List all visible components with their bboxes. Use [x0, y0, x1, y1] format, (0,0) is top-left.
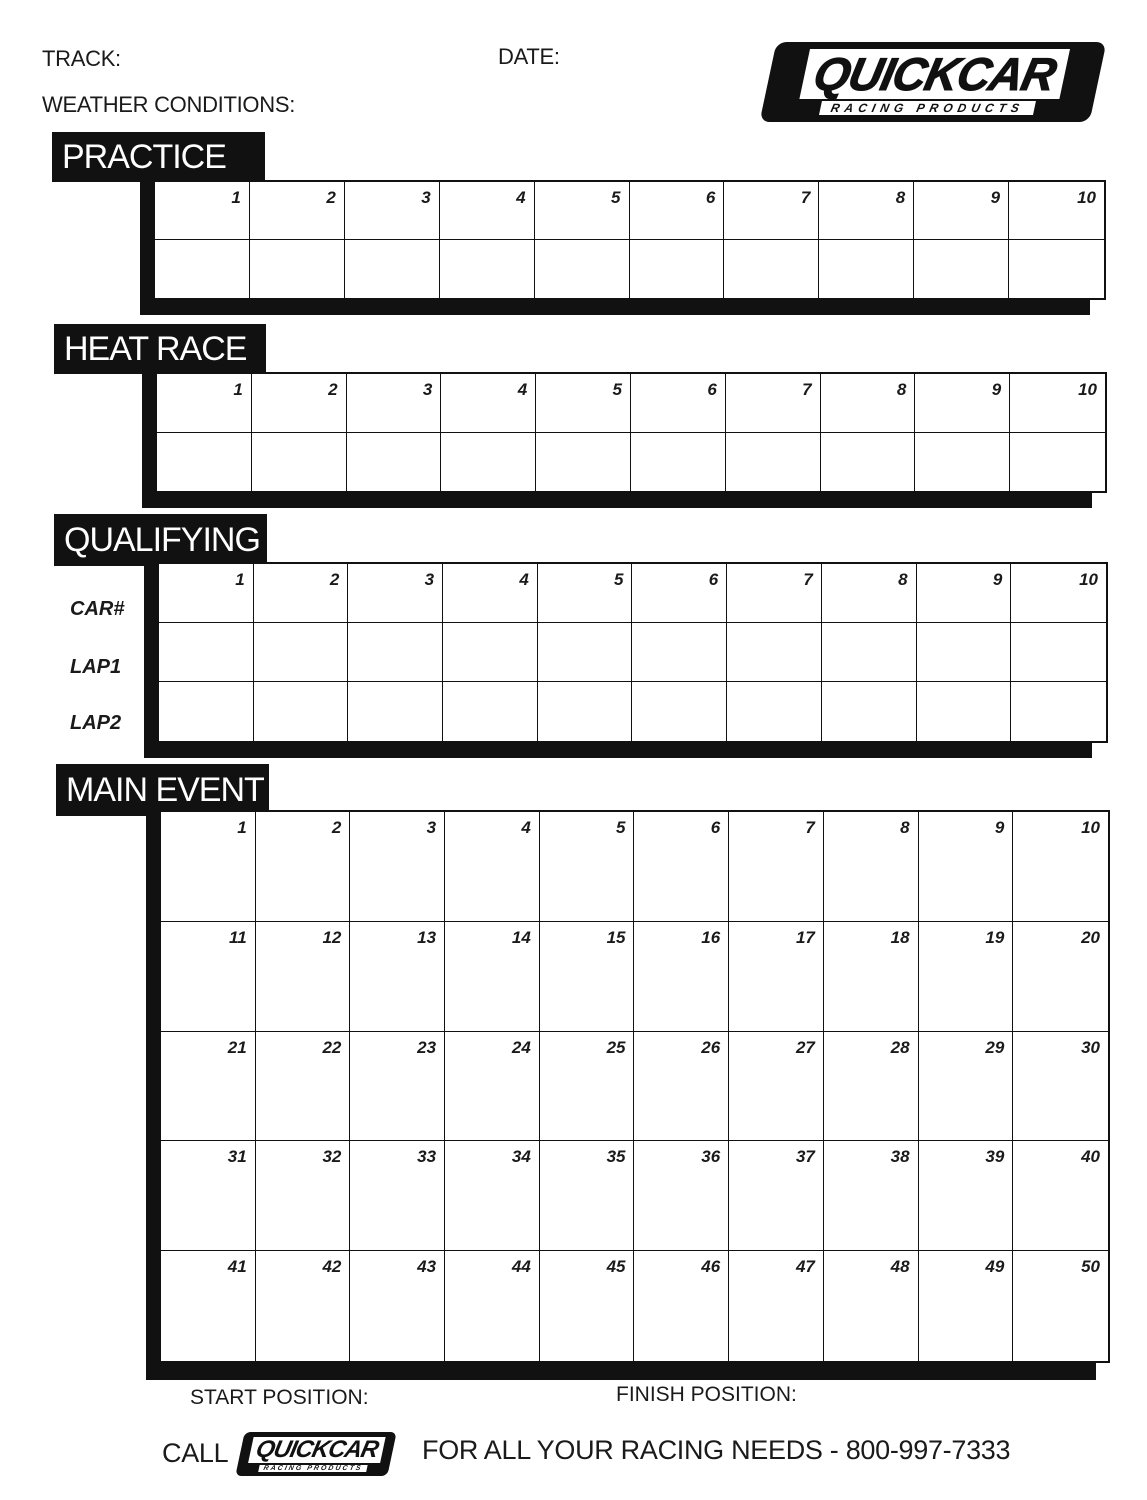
main-event-cell[interactable] — [1013, 922, 1108, 1032]
main-event-cell[interactable] — [919, 1032, 1014, 1142]
heat-race-cell[interactable] — [157, 374, 252, 433]
main-event-cell[interactable] — [824, 812, 919, 922]
main-event-cell[interactable] — [350, 922, 445, 1032]
main-event-cell[interactable] — [824, 1141, 919, 1251]
qualifying-cell[interactable] — [159, 564, 254, 623]
qualifying-entry-cell[interactable] — [348, 623, 443, 682]
main-event-cell-number: 48 — [890, 1257, 910, 1277]
main-event-cell-number: 17 — [795, 927, 815, 947]
qualifying-entry-cell[interactable] — [348, 682, 443, 741]
main-event-cell[interactable] — [540, 1251, 635, 1361]
main-event-cell-number: 11 — [229, 927, 247, 947]
logo-small-wordmark: QUICKCAR — [249, 1437, 386, 1463]
main-event-cell[interactable] — [1013, 1141, 1108, 1251]
main-event-cell-number: 8 — [900, 818, 910, 837]
practice-grid — [153, 180, 1106, 300]
heat-race-entry-cell[interactable] — [821, 433, 916, 492]
main-event-cell[interactable] — [256, 922, 351, 1032]
main-event-cell[interactable] — [161, 1251, 256, 1361]
practice-cell-number: 8 — [895, 188, 906, 207]
qualifying-entry-cell[interactable] — [159, 623, 254, 682]
qualifying-cell[interactable] — [538, 564, 633, 623]
main-event-cell-number: 25 — [606, 1037, 626, 1057]
main-event-cell-number: 39 — [985, 1147, 1005, 1167]
main-event-cell[interactable] — [256, 1251, 351, 1361]
main-event-cell-number: 12 — [322, 927, 342, 947]
date-label: DATE: — [498, 44, 560, 69]
main-event-cell[interactable] — [540, 922, 635, 1032]
practice-entry-cell[interactable] — [1009, 240, 1104, 298]
heat-race-cell-number: 10 — [1078, 380, 1097, 399]
tagline: FOR ALL YOUR RACING NEEDS - 800-997-7333 — [422, 1435, 1011, 1465]
main-event-cell[interactable] — [824, 922, 919, 1032]
heat-race-entry-cell[interactable] — [441, 433, 536, 492]
main-event-cell[interactable] — [729, 1141, 824, 1251]
main-event-cell[interactable] — [1013, 812, 1108, 922]
heat-race-cell[interactable] — [252, 374, 347, 433]
main-event-cell-number: 16 — [701, 927, 721, 947]
practice-bottom-bar — [140, 300, 1090, 315]
main-event-cell[interactable] — [824, 1251, 919, 1361]
qualifying-cell[interactable] — [348, 564, 443, 623]
main-event-title: MAIN EVENT — [56, 764, 269, 816]
heat-race-entry-cell[interactable] — [726, 433, 821, 492]
main-event-grid — [159, 810, 1110, 1363]
main-event-cell-number: 9 — [994, 818, 1005, 837]
heat-race-cell-number: 4 — [517, 380, 528, 399]
main-event-cell-number: 13 — [417, 927, 437, 947]
main-event-cell-number: 46 — [701, 1257, 721, 1277]
main-event-cell-number: 18 — [890, 927, 910, 947]
main-event-cell-number: 32 — [322, 1147, 342, 1167]
practice-cell[interactable] — [630, 182, 725, 240]
heat-race-cell-number: 3 — [422, 380, 433, 399]
qualifying-entry-cell[interactable] — [538, 682, 633, 741]
main-event-cell-number: 31 — [227, 1147, 247, 1167]
heat-race-cell-number: 5 — [612, 380, 622, 399]
qualifying-grid — [157, 562, 1108, 743]
main-event-cell[interactable] — [1013, 1251, 1108, 1361]
practice-cell-number: 7 — [800, 188, 811, 207]
main-event-cell[interactable] — [919, 812, 1014, 922]
practice-entry-cell[interactable] — [250, 240, 345, 298]
main-event-cell-number: 43 — [417, 1257, 437, 1277]
main-event-cell-number: 36 — [701, 1147, 721, 1167]
qualifying-entry-cell[interactable] — [917, 623, 1012, 682]
heat-race-bottom-bar — [142, 493, 1092, 508]
heat-race-cell[interactable] — [915, 374, 1010, 433]
track-label: TRACK: — [42, 46, 121, 71]
qualifying-entry-cell[interactable] — [727, 682, 822, 741]
heat-race-cell-number: 8 — [896, 380, 907, 399]
practice-cell-number: 6 — [705, 188, 716, 207]
practice-cell[interactable] — [440, 182, 535, 240]
quickcar-logo — [759, 42, 1106, 122]
main-event-cell-number: 37 — [795, 1147, 815, 1167]
main-event-cell[interactable] — [540, 812, 635, 922]
main-event-cell[interactable] — [350, 1141, 445, 1251]
main-event-cell-number: 14 — [511, 927, 531, 947]
main-event-cell-number: 3 — [426, 818, 437, 837]
main-event-cell[interactable] — [161, 922, 256, 1032]
practice-entry-cell[interactable] — [535, 240, 630, 298]
main-event-cell[interactable] — [919, 1141, 1014, 1251]
main-event-cell[interactable] — [634, 1032, 729, 1142]
logo-small-subtitle: RACING PRODUCTS — [258, 1465, 368, 1472]
main-event-cell-number: 4 — [521, 818, 531, 837]
heat-race-cell-number: 7 — [802, 380, 812, 399]
heat-race-cell[interactable] — [441, 374, 536, 433]
qualifying-row-label-lap2: LAP2 — [70, 712, 122, 734]
main-event-cell-number: 15 — [606, 927, 626, 947]
qualifying-entry-cell[interactable] — [538, 623, 633, 682]
practice-cell-number: 5 — [611, 188, 621, 207]
main-event-cell-number: 44 — [511, 1257, 531, 1277]
logo-wordmark: QUICKCAR — [799, 49, 1070, 99]
main-event-cell[interactable] — [445, 1032, 540, 1142]
main-event-cell-number: 30 — [1081, 1037, 1100, 1057]
qualifying-entry-cell[interactable] — [443, 682, 538, 741]
practice-cell[interactable] — [914, 182, 1009, 240]
qualifying-cell-number: 5 — [614, 570, 624, 589]
heat-race-entry-cell[interactable] — [915, 433, 1010, 492]
main-event-cell-number: 34 — [511, 1147, 531, 1167]
main-event-cell-number: 45 — [606, 1257, 626, 1277]
practice-entry-cell[interactable] — [440, 240, 535, 298]
qualifying-cell-number: 9 — [992, 570, 1003, 589]
main-event-cell-number: 2 — [331, 818, 342, 837]
main-event-cell[interactable] — [445, 1251, 540, 1361]
main-event-cell[interactable] — [161, 812, 256, 922]
main-event-cell-number: 35 — [606, 1147, 626, 1167]
qualifying-title: QUALIFYING — [54, 514, 267, 566]
main-event-cell[interactable] — [634, 922, 729, 1032]
main-event-cell[interactable] — [256, 1141, 351, 1251]
practice-entry-cell[interactable] — [630, 240, 725, 298]
main-event-cell-number: 50 — [1081, 1257, 1100, 1277]
practice-cell-number: 1 — [231, 188, 241, 207]
main-event-cell-number: 38 — [890, 1147, 910, 1167]
main-event-cell-number: 6 — [710, 818, 721, 837]
main-event-cell-number: 40 — [1081, 1147, 1100, 1167]
heat-race-entry-cell[interactable] — [1010, 433, 1105, 492]
qualifying-cell[interactable] — [727, 564, 822, 623]
main-event-cell-number: 5 — [616, 818, 626, 837]
heat-race-entry-cell[interactable] — [252, 433, 347, 492]
practice-entry-cell[interactable] — [819, 240, 914, 298]
main-event-cell-number: 7 — [805, 818, 815, 837]
qualifying-cell-number: 6 — [708, 570, 719, 589]
main-event-cell[interactable] — [445, 922, 540, 1032]
logo-subtitle: RACING PRODUCTS — [819, 101, 1035, 115]
practice-title: PRACTICE — [52, 132, 265, 182]
qualifying-entry-cell[interactable] — [1011, 682, 1106, 741]
qualifying-cell[interactable] — [822, 564, 917, 623]
main-event-cell[interactable] — [161, 1032, 256, 1142]
heat-race-grid — [155, 372, 1107, 493]
main-event-cell[interactable] — [824, 1032, 919, 1142]
practice-cell-number: 3 — [421, 188, 431, 207]
qualifying-cell-number: 8 — [898, 570, 908, 589]
heat-race-cell[interactable] — [726, 374, 821, 433]
practice-cell-number: 9 — [990, 188, 1001, 207]
heat-race-cell[interactable] — [631, 374, 726, 433]
heat-race-cell-number: 9 — [991, 380, 1002, 399]
heat-race-title: HEAT RACE — [54, 324, 266, 374]
heat-race-entry-cell[interactable] — [347, 433, 442, 492]
qualifying-entry-cell[interactable] — [254, 682, 349, 741]
main-event-cell-number: 21 — [227, 1037, 247, 1057]
main-event-cell[interactable] — [634, 812, 729, 922]
qualifying-entry-cell[interactable] — [822, 623, 917, 682]
qualifying-cell[interactable] — [254, 564, 349, 623]
qualifying-entry-cell[interactable] — [727, 623, 822, 682]
main-event-cell[interactable] — [634, 1251, 729, 1361]
qualifying-cell[interactable] — [1011, 564, 1106, 623]
heat-race-cell-number: 2 — [328, 380, 338, 399]
qualifying-cell-number: 1 — [235, 570, 245, 589]
main-event-cell[interactable] — [1013, 1032, 1108, 1142]
qualifying-entry-cell[interactable] — [159, 682, 254, 741]
qualifying-cell[interactable] — [632, 564, 727, 623]
main-event-cell[interactable] — [161, 1141, 256, 1251]
start-position-label: START POSITION: — [190, 1386, 369, 1409]
main-event-cell[interactable] — [919, 922, 1014, 1032]
finish-position-label: FINISH POSITION: — [616, 1383, 797, 1406]
main-event-cell-number: 22 — [322, 1037, 342, 1057]
qualifying-cell-number: 4 — [519, 570, 529, 589]
qualifying-entry-cell[interactable] — [822, 682, 917, 741]
practice-entry-cell[interactable] — [914, 240, 1009, 298]
heat-race-cell[interactable] — [536, 374, 631, 433]
main-event-cell[interactable] — [634, 1141, 729, 1251]
practice-cell[interactable] — [155, 182, 250, 240]
main-event-cell[interactable] — [445, 812, 540, 922]
main-event-cell-number: 26 — [701, 1037, 721, 1057]
call-label: CALL — [162, 1438, 229, 1468]
heat-race-entry-cell[interactable] — [157, 433, 252, 492]
main-event-cell-number: 10 — [1081, 818, 1100, 837]
practice-cell[interactable] — [535, 182, 630, 240]
qualifying-cell[interactable] — [917, 564, 1012, 623]
main-event-cell-number: 29 — [985, 1037, 1005, 1057]
heat-race-cell[interactable] — [347, 374, 442, 433]
main-event-cell-number: 33 — [417, 1147, 437, 1167]
main-event-cell[interactable] — [350, 1032, 445, 1142]
practice-cell[interactable] — [819, 182, 914, 240]
main-event-cell[interactable] — [540, 1141, 635, 1251]
practice-entry-cell[interactable] — [724, 240, 819, 298]
quickcar-logo-small — [235, 1432, 396, 1476]
practice-cell-number: 2 — [326, 188, 336, 207]
main-event-bottom-bar — [146, 1362, 1096, 1380]
main-event-cell-number: 1 — [237, 818, 247, 837]
main-event-cell[interactable] — [445, 1141, 540, 1251]
heat-race-cell-number: 6 — [707, 380, 717, 399]
main-event-cell-number: 49 — [985, 1257, 1005, 1277]
practice-cell[interactable] — [1009, 182, 1104, 240]
main-event-cell[interactable] — [256, 812, 351, 922]
qualifying-entry-cell[interactable] — [254, 623, 349, 682]
qualifying-bottom-bar — [144, 742, 1092, 758]
main-event-cell[interactable] — [729, 1251, 824, 1361]
qualifying-entry-cell[interactable] — [632, 623, 727, 682]
main-event-cell[interactable] — [729, 1032, 824, 1142]
heat-race-cell-number: 1 — [233, 380, 243, 399]
qualifying-cell-number: 2 — [329, 570, 340, 589]
qualifying-cell-number: 10 — [1079, 570, 1098, 589]
qualifying-row-label-lap1: LAP1 — [70, 656, 122, 678]
practice-cell-number: 4 — [516, 188, 526, 207]
qualifying-cell[interactable] — [443, 564, 538, 623]
practice-cell[interactable] — [250, 182, 345, 240]
main-event-cell[interactable] — [919, 1251, 1014, 1361]
main-event-cell[interactable] — [540, 1032, 635, 1142]
main-event-cell[interactable] — [729, 922, 824, 1032]
main-event-cell[interactable] — [350, 812, 445, 922]
qualifying-entry-cell[interactable] — [917, 682, 1012, 741]
main-event-cell-number: 28 — [890, 1037, 910, 1057]
practice-cell[interactable] — [724, 182, 819, 240]
weather-conditions-label: WEATHER CONDITIONS: — [42, 92, 296, 117]
main-event-cell[interactable] — [350, 1251, 445, 1361]
qualifying-cell-number: 3 — [424, 570, 435, 589]
practice-cell[interactable] — [345, 182, 440, 240]
main-event-cell-number: 24 — [511, 1037, 531, 1057]
main-event-cell[interactable] — [729, 812, 824, 922]
main-event-cell-number: 42 — [322, 1257, 342, 1277]
heat-race-cell[interactable] — [1010, 374, 1105, 433]
main-event-cell[interactable] — [256, 1032, 351, 1142]
qualifying-row-label-car: CAR# — [70, 598, 125, 620]
main-event-cell-number: 27 — [795, 1037, 815, 1057]
main-event-cell-number: 23 — [417, 1037, 437, 1057]
main-event-cell-number: 20 — [1081, 927, 1100, 947]
main-event-cell-number: 41 — [227, 1257, 247, 1277]
qualifying-cell-number: 7 — [803, 570, 813, 589]
qualifying-entry-cell[interactable] — [1011, 623, 1106, 682]
practice-cell-number: 10 — [1077, 188, 1096, 207]
qualifying-entry-cell[interactable] — [632, 682, 727, 741]
qualifying-entry-cell[interactable] — [443, 623, 538, 682]
heat-race-entry-cell[interactable] — [536, 433, 631, 492]
main-event-cell-number: 19 — [985, 927, 1005, 947]
practice-entry-cell[interactable] — [155, 240, 250, 298]
practice-entry-cell[interactable] — [345, 240, 440, 298]
heat-race-entry-cell[interactable] — [631, 433, 726, 492]
heat-race-cell[interactable] — [821, 374, 916, 433]
main-event-cell-number: 47 — [795, 1257, 815, 1277]
